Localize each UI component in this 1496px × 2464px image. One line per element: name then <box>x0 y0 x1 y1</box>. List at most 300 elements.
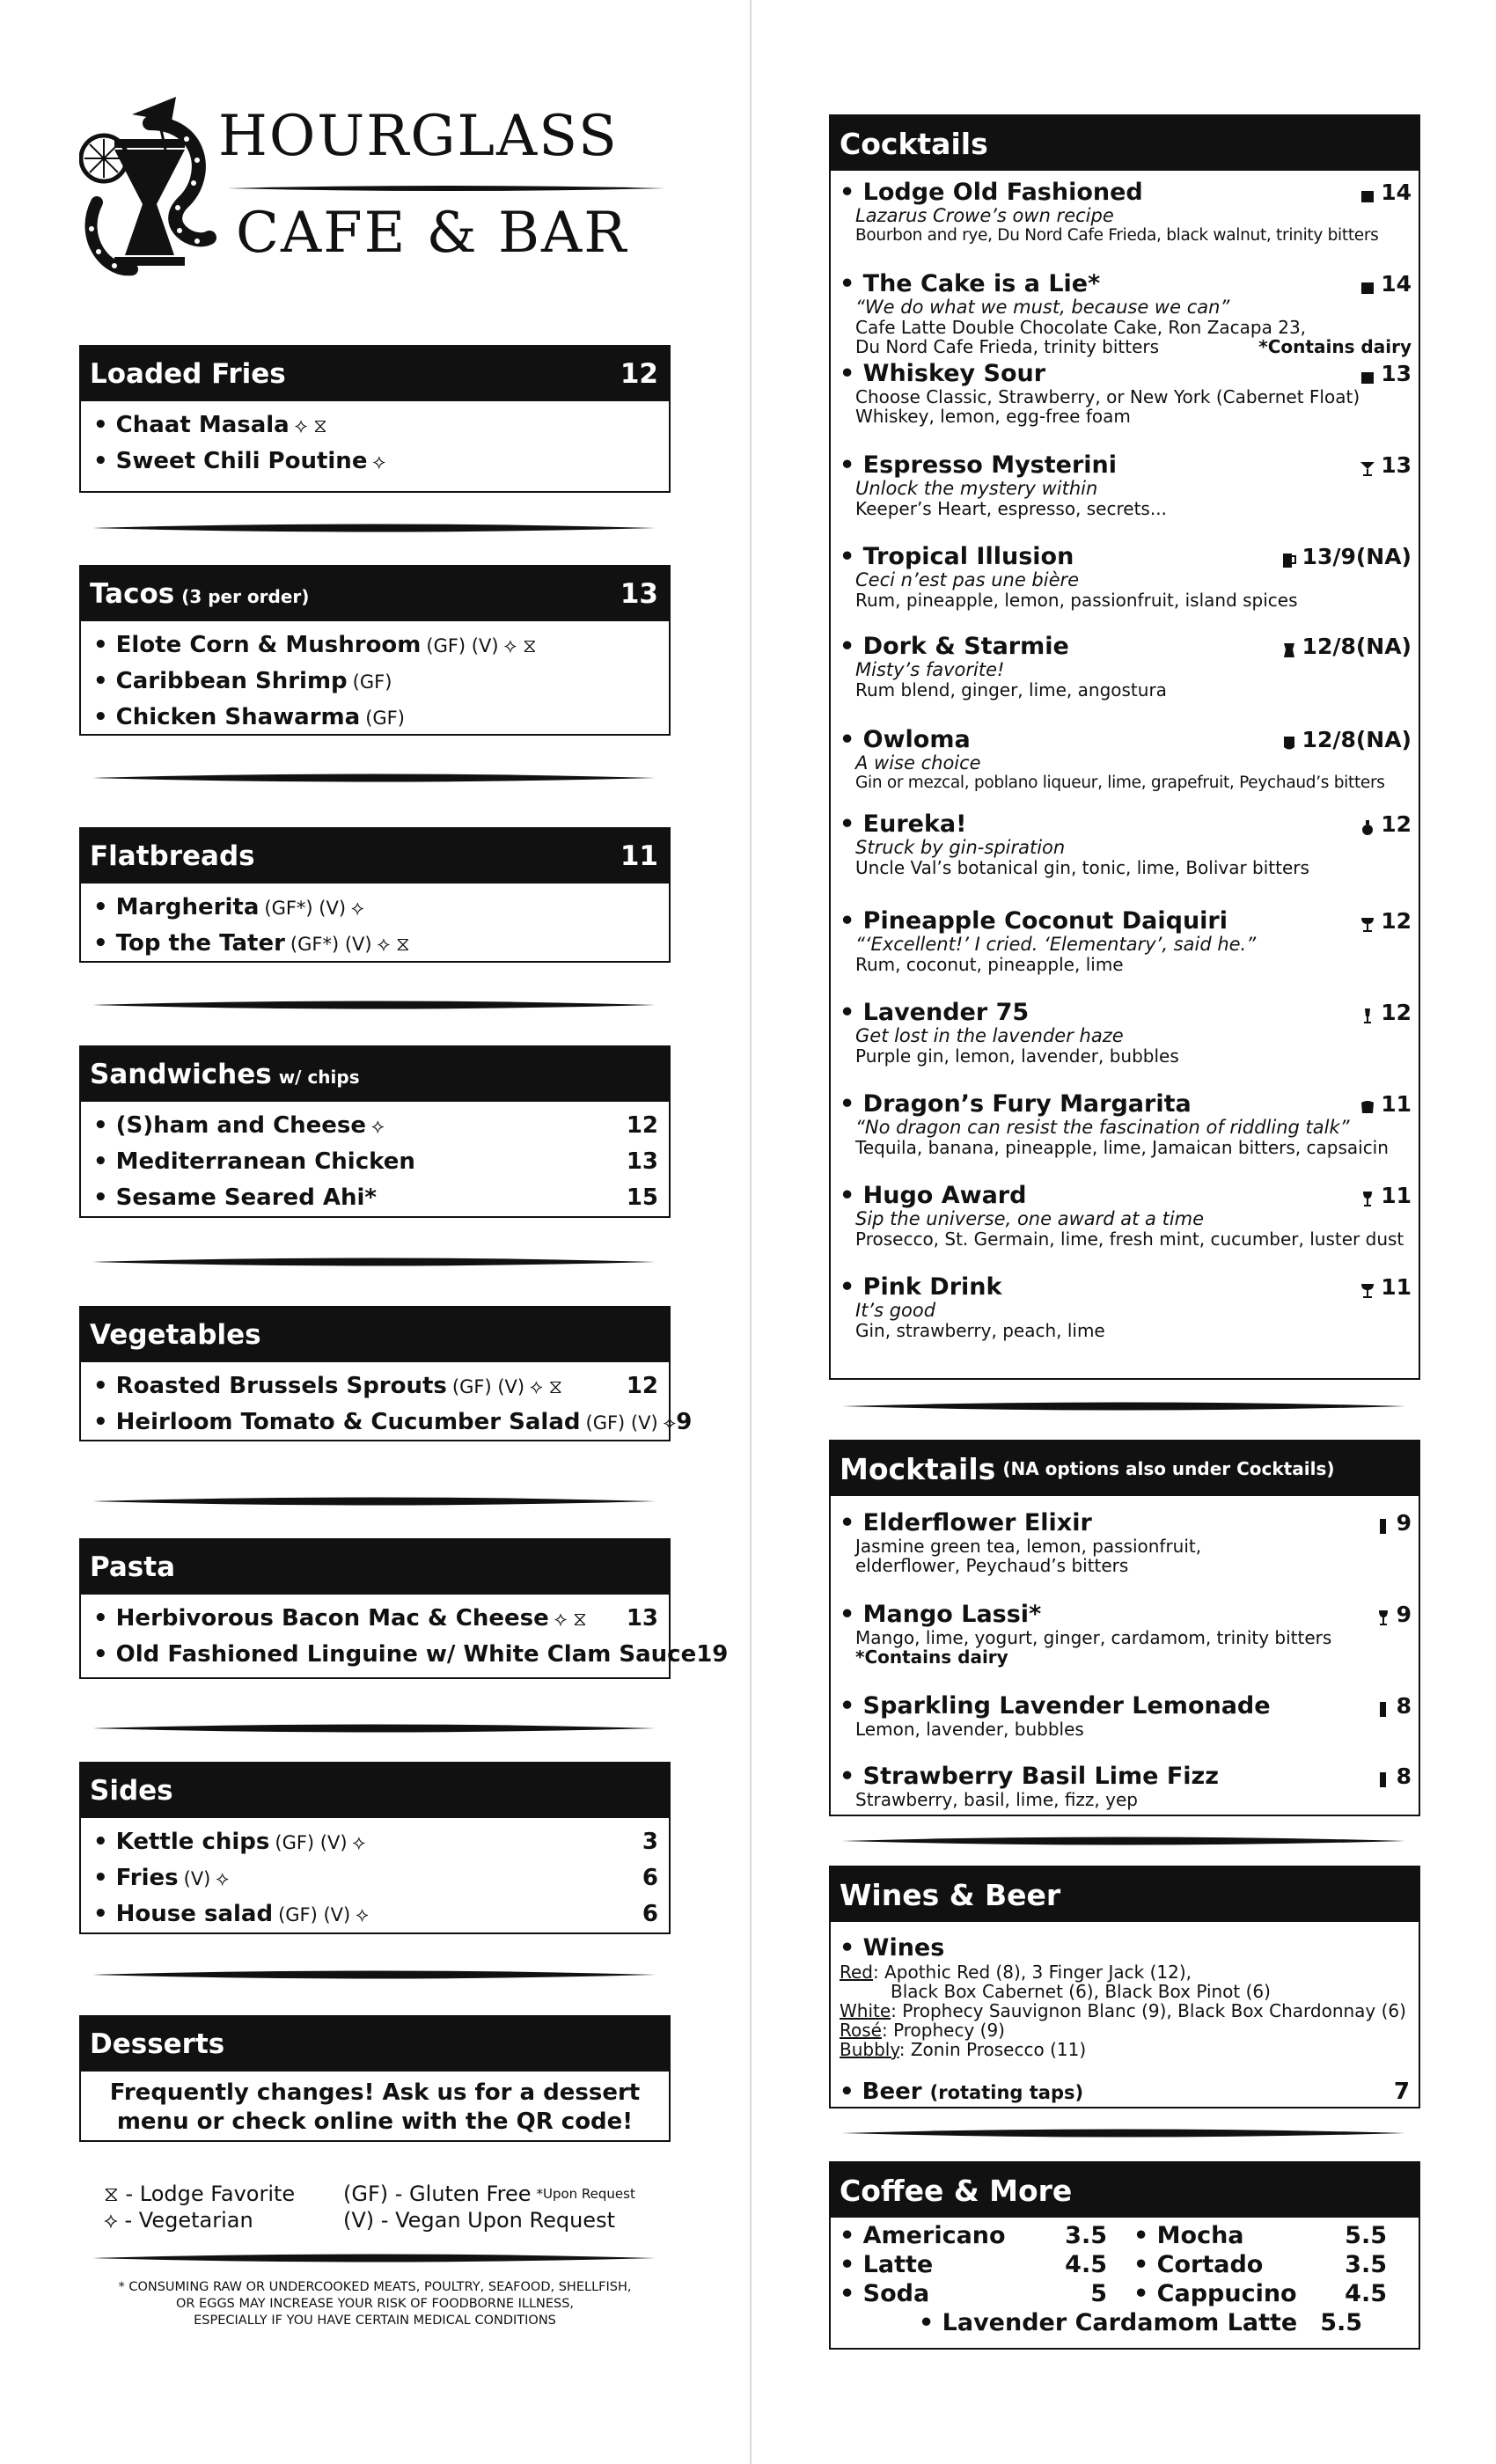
beer-sub: (rotating taps) <box>929 2082 1084 2103</box>
cocktail-desc: Rum, coconut, pineapple, lime <box>855 954 1124 975</box>
menu-item-left <box>93 1409 676 1435</box>
cocktail-price-wrap <box>1360 1091 1412 1117</box>
cocktail-item <box>840 725 1412 793</box>
cocktail-price: 11 <box>1381 1273 1412 1300</box>
coffee-row <box>840 2279 1410 2308</box>
glass-flute-icon <box>1360 1004 1374 1020</box>
wine-bubbly <box>840 2040 1410 2059</box>
glass-rocks-icon <box>1360 275 1374 291</box>
mocktail-title-row <box>840 1600 1412 1628</box>
section-divider <box>842 1401 1405 1412</box>
mocktail-price: 8 <box>1396 1692 1412 1719</box>
coffee-name: • Soda <box>840 2280 930 2307</box>
hourglass-cocktail-icon <box>79 97 220 286</box>
menu-item-price: 15 <box>626 1184 658 1211</box>
menu-item-tags: (GF) (V) <box>275 1831 348 1853</box>
cocktail-price: 13 <box>1381 451 1412 478</box>
mocktail-name: • Sparkling Lavender Lemonade <box>840 1691 1271 1720</box>
glass-mug-icon <box>1281 548 1295 564</box>
cocktail-name: • Pink Drink <box>840 1272 1002 1301</box>
mocktail-name: • Mango Lassi* <box>840 1600 1042 1628</box>
menu-item-left <box>93 1865 229 1891</box>
wine-red-label: Red <box>840 1962 873 1983</box>
menu-item-price: 12 <box>626 1111 658 1139</box>
contains-dairy-note: *Contains dairy <box>855 1646 1008 1668</box>
section-divider <box>92 773 656 783</box>
desserts-line-2: menu or check online with the QR code! <box>116 2108 634 2135</box>
wine-rose-label: Rosé <box>840 2020 882 2041</box>
contains-dairy-note: *Contains dairy <box>1258 336 1412 357</box>
menu-item-left <box>93 1373 562 1399</box>
coffee-item <box>840 2251 1119 2278</box>
menu-item-tags: (GF*) (V) <box>264 897 347 919</box>
section-header <box>81 347 669 401</box>
menu-item-name: • Kettle chips <box>93 1828 270 1855</box>
foodborne-disclaimer <box>79 2279 671 2329</box>
cocktail-tagline: A wise choice <box>855 752 981 774</box>
cocktail-desc: Cafe Latte Double Chocolate Cake, Ron Zacapa 23, <box>855 317 1307 338</box>
menu-item <box>93 1600 658 1636</box>
cocktail-desc: Rum blend, ginger, lime, angostura <box>855 679 1167 700</box>
wine-white <box>840 2001 1410 2020</box>
diet-icons: ⟡ ⧖ <box>530 1375 563 1398</box>
tacos-section <box>79 565 671 736</box>
cocktail-desc: Gin or mezcal, poblano liqueur, lime, grapefruit, Peychaud’s bitters <box>855 774 1385 792</box>
wine-bubbly-list: : Zonin Prosecco (11) <box>898 2039 1087 2060</box>
section-price: 13 <box>620 578 658 610</box>
cocktail-item <box>840 998 1412 1066</box>
menu-item-name: • Sesame Seared Ahi* <box>93 1184 377 1211</box>
menu-item <box>93 889 658 925</box>
cocktail-price: 12 <box>1381 907 1412 934</box>
cocktail-desc: Gin, strawberry, peach, lime <box>855 1320 1105 1341</box>
menu-item-price: 19 <box>696 1640 729 1668</box>
diet-icons: ⟡ <box>372 451 386 473</box>
cocktail-desc: Whiskey, lemon, egg-free foam <box>855 406 1131 427</box>
mocktail-price-wrap <box>1375 1510 1412 1536</box>
coffee-row <box>840 2250 1410 2279</box>
mocktail-desc: Strawberry, basil, lime, fizz, yep <box>855 1789 1138 1810</box>
menu-item <box>93 407 658 443</box>
beer-label: • Beer <box>840 2079 922 2105</box>
menu-item-left <box>93 1641 696 1668</box>
coffee-name: • Latte <box>840 2251 934 2278</box>
menu-item-left <box>93 1901 369 1927</box>
coffee-price: 3.5 <box>1345 2251 1387 2278</box>
brand-line-1: HOURGLASS <box>218 104 619 169</box>
menu-item <box>93 1179 658 1215</box>
logo <box>79 97 671 290</box>
mocktail-price-wrap <box>1375 1693 1412 1719</box>
cocktail-tagline: Unlock the mystery within <box>855 478 1098 499</box>
cocktail-price-wrap <box>1360 1274 1412 1300</box>
wine-rose <box>840 2020 1410 2040</box>
brand-rule <box>227 185 665 192</box>
mocktail-item <box>840 1508 1412 1575</box>
menu-item <box>93 1143 658 1179</box>
brand-line-2: CAFE & BAR <box>236 201 628 266</box>
menu-item-name: • Fries <box>93 1864 179 1891</box>
section-title: Vegetables <box>90 1319 261 1351</box>
mocktail-price: 9 <box>1396 1509 1412 1536</box>
glass-martini-icon <box>1360 457 1374 473</box>
menu-item-price: 6 <box>642 1900 658 1927</box>
cocktail-tagline: “We do what we must, because we can” <box>855 297 1230 318</box>
section-divider <box>842 2128 1405 2138</box>
cocktail-desc: Uncle Val’s botanical gin, tonic, lime, Bolivar bitters <box>855 857 1309 878</box>
mocktail-desc: Mango, lime, yogurt, ginger, cardamom, trinity bitters <box>855 1627 1332 1648</box>
coffee-item <box>1119 2251 1399 2278</box>
cocktail-price: 12 <box>1381 999 1412 1025</box>
cocktail-title-row <box>840 269 1412 297</box>
section-header <box>831 1441 1419 1496</box>
desserts-line-1: Frequently changes! Ask us for a dessert <box>109 2079 641 2106</box>
cocktail-item <box>840 810 1412 877</box>
wine-white-label: White <box>840 2000 891 2021</box>
coffee-price: 4.5 <box>1345 2280 1387 2307</box>
coffee-special-price: 5.5 <box>1320 2309 1363 2336</box>
wine-red <box>840 1962 1410 1982</box>
menu-item-name: • Old Fashioned Linguine w/ White Clam Sauce <box>93 1640 697 1668</box>
cocktail-item <box>840 542 1412 610</box>
loaded-fries-section <box>79 345 671 493</box>
menu-item <box>93 627 658 663</box>
cocktail-title-row <box>840 178 1412 206</box>
cocktail-price-wrap <box>1360 908 1412 934</box>
menu-item <box>93 443 658 479</box>
diet-icons: ⟡ <box>663 1412 677 1434</box>
wine-red-cont: Black Box Cabernet (6), Black Box Pinot (6) <box>891 1981 1271 2002</box>
section-header <box>831 1867 1419 1922</box>
desserts-section <box>79 2015 671 2142</box>
menu-item <box>93 1823 658 1859</box>
menu-item-price: 6 <box>642 1864 658 1891</box>
diet-icons: ⟡ ⧖ <box>377 933 410 956</box>
cocktail-desc: Keeper’s Heart, espresso, secrets... <box>855 498 1167 519</box>
glass-tall-icon <box>1375 1514 1390 1530</box>
cocktail-item <box>840 359 1412 426</box>
menu-item <box>93 1404 693 1440</box>
mocktail-price-wrap <box>1375 1764 1412 1789</box>
menu-item-left <box>93 1605 587 1632</box>
glass-coupe-icon <box>1360 1279 1374 1294</box>
menu-item-tags: (GF) (V) <box>585 1412 658 1434</box>
cocktail-item <box>840 269 1412 356</box>
menu-item <box>93 1859 658 1896</box>
cocktail-title-row <box>840 725 1412 753</box>
cocktail-name: • The Cake is a Lie* <box>840 269 1101 297</box>
diet-icons: ⟡ <box>352 1831 366 1854</box>
glass-flask-icon <box>1360 816 1374 832</box>
wines-label: • Wines <box>840 1934 945 1962</box>
menu-item-left <box>93 1148 415 1175</box>
section-divider <box>92 523 656 533</box>
cocktail-price-wrap <box>1281 544 1412 569</box>
cocktail-tagline: Struck by gin-spiration <box>855 837 1066 858</box>
cocktail-tagline: Ceci n’est pas une bière <box>855 569 1080 590</box>
coffee-name: • Cappucino <box>1133 2280 1297 2307</box>
menu-item-name: • Caribbean Shrimp <box>93 667 348 694</box>
section-title: Pasta <box>90 1551 175 1583</box>
menu-item-name: • Sweet Chili Poutine <box>93 447 368 474</box>
menu-item <box>93 1896 658 1932</box>
cocktail-price-wrap <box>1281 634 1412 659</box>
menu-item-tags: (GF) <box>352 671 392 693</box>
diet-icons: ⟡ <box>356 1903 369 1926</box>
cocktail-price-wrap <box>1360 361 1412 386</box>
legend <box>104 2181 667 2233</box>
cocktail-title-row <box>840 1089 1412 1118</box>
menu-item <box>93 663 658 699</box>
coffee-price: 5.5 <box>1345 2222 1387 2249</box>
section-title: Flatbreads <box>90 840 255 872</box>
glass-tall-icon <box>1375 1698 1390 1713</box>
diet-icons: ⟡ <box>371 1115 385 1138</box>
section-header <box>81 1540 669 1595</box>
section-title: Sandwiches w/ chips <box>90 1059 360 1090</box>
mocktails-section <box>829 1440 1420 1816</box>
section-body <box>81 1818 669 1939</box>
cocktail-item <box>840 1272 1412 1340</box>
legend-favorite: ⧖ - Lodge Favorite <box>104 2182 296 2206</box>
legend-gluten-free: (GF) - Gluten Free <box>343 2182 532 2206</box>
section-title: Coffee & More <box>840 2173 1073 2208</box>
cocktail-desc-line <box>840 337 1412 356</box>
mocktail-title-row <box>840 1762 1412 1790</box>
cocktail-tagline: Misty’s favorite! <box>855 659 1005 680</box>
cocktail-name: • Hugo Award <box>840 1181 1027 1209</box>
cocktail-item <box>840 178 1412 246</box>
section-header <box>831 116 1419 171</box>
mocktail-desc: elderflower, Peychaud’s bitters <box>855 1555 1129 1576</box>
cocktail-title-row <box>840 1181 1412 1209</box>
coffee-name: • Cortado <box>1133 2251 1264 2278</box>
cocktail-title-row <box>840 998 1412 1026</box>
section-divider <box>92 1723 656 1734</box>
cocktail-title-row <box>840 810 1412 838</box>
coffee-row <box>840 2221 1410 2250</box>
section-subtitle: w/ chips <box>278 1067 360 1088</box>
glass-tall-icon <box>1375 1768 1390 1784</box>
section-header <box>81 567 669 621</box>
mocktail-name: • Elderflower Elixir <box>840 1508 1092 1536</box>
menu-item-name: • House salad <box>93 1900 274 1927</box>
coffee-item <box>1119 2280 1399 2307</box>
menu-item-name: • Heirloom Tomato & Cucumber Salad <box>93 1408 581 1435</box>
section-divider <box>92 1496 656 1507</box>
cocktail-desc: Du Nord Cafe Frieda, trinity bitters <box>855 336 1160 357</box>
cocktail-price-wrap <box>1360 1000 1412 1025</box>
coffee-special-name: • Lavender Cardamom Latte <box>919 2309 1298 2336</box>
menu-item-name: • Roasted Brussels Sprouts <box>93 1372 447 1399</box>
section-price: 12 <box>620 358 658 390</box>
cocktail-name: • Owloma <box>840 725 971 753</box>
cocktail-price: 12/8(NA) <box>1302 726 1412 752</box>
menu-item-left <box>93 704 405 730</box>
cocktail-price: 14 <box>1381 179 1412 205</box>
cocktail-desc: Rum, pineapple, lemon, passionfruit, island spices <box>855 590 1298 611</box>
cocktail-name: • Tropical Illusion <box>840 542 1074 570</box>
menu-item <box>93 925 658 961</box>
section-title: Desserts <box>90 2028 225 2060</box>
coffee-special <box>840 2308 1410 2337</box>
menu-item-price: 12 <box>626 1372 658 1399</box>
menu-item-left <box>93 668 392 694</box>
section-title: Sides <box>90 1775 173 1807</box>
menu-item-price: 13 <box>626 1604 658 1632</box>
cocktail-name: • Eureka! <box>840 810 967 838</box>
coffee-price: 3.5 <box>1065 2222 1107 2249</box>
mocktail-title-row <box>840 1691 1412 1720</box>
pasta-section <box>79 1538 729 1679</box>
coffee-name: • Americano <box>840 2222 1006 2249</box>
menu-item-price: 13 <box>626 1148 658 1175</box>
cocktail-price-wrap <box>1360 452 1412 478</box>
cocktail-price: 14 <box>1381 270 1412 297</box>
section-title: Loaded Fries <box>90 358 286 390</box>
cocktail-item <box>840 906 1412 974</box>
cocktail-desc: Prosecco, St. Germain, lime, fresh mint, cucumber, luster dust <box>855 1228 1404 1250</box>
cocktail-item <box>840 451 1412 518</box>
section-subtitle: (3 per order) <box>181 586 310 607</box>
menu-item-name: • Herbivorous Bacon Mac & Cheese <box>93 1604 549 1632</box>
sandwiches-section <box>79 1045 671 1218</box>
cocktail-item <box>840 1181 1412 1249</box>
mocktail-title-row <box>840 1508 1412 1536</box>
cocktail-price: 13/9(NA) <box>1302 543 1412 569</box>
glass-rocks-icon <box>1360 184 1374 200</box>
section-header <box>81 1047 669 1102</box>
coffee-name: • Mocha <box>1133 2222 1244 2249</box>
section-divider <box>92 1000 656 1010</box>
cocktail-name: • Lodge Old Fashioned <box>840 178 1143 206</box>
coffee-section <box>829 2161 1420 2350</box>
menu-item-tags: (GF) (V) <box>451 1375 525 1397</box>
menu-item-left <box>93 1184 377 1211</box>
mocktail-item <box>840 1762 1412 1809</box>
menu-item-name: • (S)ham and Cheese <box>93 1111 367 1139</box>
cocktail-title-row <box>840 359 1412 387</box>
menu-item-left <box>93 632 537 658</box>
section-divider <box>842 1836 1405 1846</box>
glass-wine-icon <box>1375 1606 1390 1622</box>
diet-icons: ⟡ ⧖ <box>554 1608 587 1631</box>
cocktail-name: • Whiskey Sour <box>840 359 1046 387</box>
menu-item <box>93 1636 729 1672</box>
menu-item-name: • Margherita <box>93 893 260 920</box>
cocktail-title-row <box>840 632 1412 660</box>
menu-item-left <box>93 930 410 957</box>
wine-white-list: : Prophecy Sauvignon Blanc (9), Black Box Chardonnay (6) <box>891 2000 1406 2021</box>
mocktail-desc: Lemon, lavender, bubbles <box>855 1719 1084 1740</box>
menu-item-tags: (GF) (V) <box>278 1903 351 1925</box>
section-body <box>81 1362 693 1447</box>
wines-beer-section <box>829 1866 1420 2108</box>
cocktail-name: • Dork & Starmie <box>840 632 1069 660</box>
glass-owl-icon <box>1281 731 1295 747</box>
section-header <box>831 2163 1419 2218</box>
cocktail-desc: Bourbon and rye, Du Nord Cafe Frieda, black walnut, trinity bitters <box>855 226 1379 245</box>
cocktail-desc: Tequila, banana, pineapple, lime, Jamaican bitters, capsaicin <box>855 1137 1389 1158</box>
cocktail-price-wrap <box>1360 811 1412 837</box>
disclaimer-line: ESPECIALLY IF YOU HAVE CERTAIN MEDICAL CONDITIONS <box>194 2314 556 2328</box>
cocktail-tagline: Sip the universe, one award at a time <box>855 1208 1205 1229</box>
cocktail-price: 12 <box>1381 810 1412 837</box>
section-title: Wines & Beer <box>840 1877 1061 1912</box>
menu-item-name: • Chaat Masala <box>93 411 290 438</box>
diet-icons: ⟡ ⧖ <box>503 634 537 657</box>
cocktail-price: 11 <box>1381 1182 1412 1208</box>
section-title: Mocktails <box>840 1451 996 1486</box>
cocktail-title-row <box>840 906 1412 935</box>
cocktail-price-wrap <box>1360 1183 1412 1208</box>
cocktail-name: • Dragon’s Fury Margarita <box>840 1089 1192 1118</box>
menu-item-tags: (V) <box>183 1867 211 1889</box>
cocktail-tagline: It’s good <box>855 1300 936 1321</box>
glass-dragon-icon <box>1360 1096 1374 1111</box>
mocktail-price: 9 <box>1396 1601 1412 1627</box>
wine-bubbly-label: Bubbly <box>840 2039 899 2060</box>
cocktail-tagline: “No dragon can resist the fascination of riddling talk” <box>855 1117 1350 1138</box>
menu-item-left <box>93 1112 385 1139</box>
glass-tiki-icon <box>1281 638 1295 654</box>
cocktail-desc: Purple gin, lemon, lavender, bubbles <box>855 1045 1179 1067</box>
flatbreads-section <box>79 827 671 963</box>
menu-item-price: 9 <box>676 1408 693 1435</box>
cocktail-name: • Pineapple Coconut Daiquiri <box>840 906 1228 935</box>
section-divider <box>92 1257 656 1267</box>
disclaimer-line: * CONSUMING RAW OR UNDERCOOKED MEATS, POULTRY, SEAFOOD, SHELLFISH, <box>118 2280 632 2294</box>
cocktail-desc: Choose Classic, Strawberry, or New York (Cabernet Float) <box>855 386 1360 407</box>
cocktail-tagline: Lazarus Crowe’s own recipe <box>855 205 1114 226</box>
cocktail-price-wrap <box>1360 271 1412 297</box>
vegetables-section <box>79 1306 693 1441</box>
cocktail-name: • Lavender 75 <box>840 998 1030 1026</box>
cocktail-price-wrap <box>1281 727 1412 752</box>
section-header <box>81 1764 669 1818</box>
disclaimer-line: OR EGGS MAY INCREASE YOUR RISK OF FOODBORNE ILLNESS, <box>175 2297 575 2311</box>
menu-item-name: • Top the Tater <box>93 929 285 957</box>
cocktail-title-row <box>840 542 1412 570</box>
cocktail-price: 11 <box>1381 1090 1412 1117</box>
menu-item-left <box>93 448 385 474</box>
legend-vegetarian: ⟡ - Vegetarian <box>104 2208 253 2233</box>
section-body <box>81 401 669 486</box>
mocktail-price-wrap <box>1375 1602 1412 1627</box>
menu-item-tags: (GF) <box>365 707 405 729</box>
menu-item <box>93 699 658 735</box>
cocktails-section <box>829 114 1420 1380</box>
beer-price: 7 <box>1393 2079 1410 2105</box>
legend-gf-note: *Upon Request <box>536 2186 635 2202</box>
menu-item <box>93 1107 658 1143</box>
cocktail-name: • Espresso Mysterini <box>840 451 1118 479</box>
coffee-item <box>840 2222 1119 2249</box>
glass-wine-icon <box>1360 1187 1374 1203</box>
cocktail-price: 12/8(NA) <box>1302 633 1412 659</box>
section-title: Tacos (3 per order) <box>90 578 310 610</box>
mocktail-price: 8 <box>1396 1763 1412 1789</box>
cocktail-price-wrap <box>1360 180 1412 205</box>
cocktail-item <box>840 1089 1412 1157</box>
menu-item-tags: (GF*) (V) <box>290 933 372 955</box>
menu-item-left <box>93 894 364 920</box>
section-subtitle: (NA options also under Cocktails) <box>1002 1458 1335 1479</box>
mocktail-item <box>840 1691 1412 1739</box>
cocktail-title-row <box>840 1272 1412 1301</box>
beer-row <box>840 2079 1410 2105</box>
menu-item-name: • Chicken Shawarma <box>93 703 361 730</box>
